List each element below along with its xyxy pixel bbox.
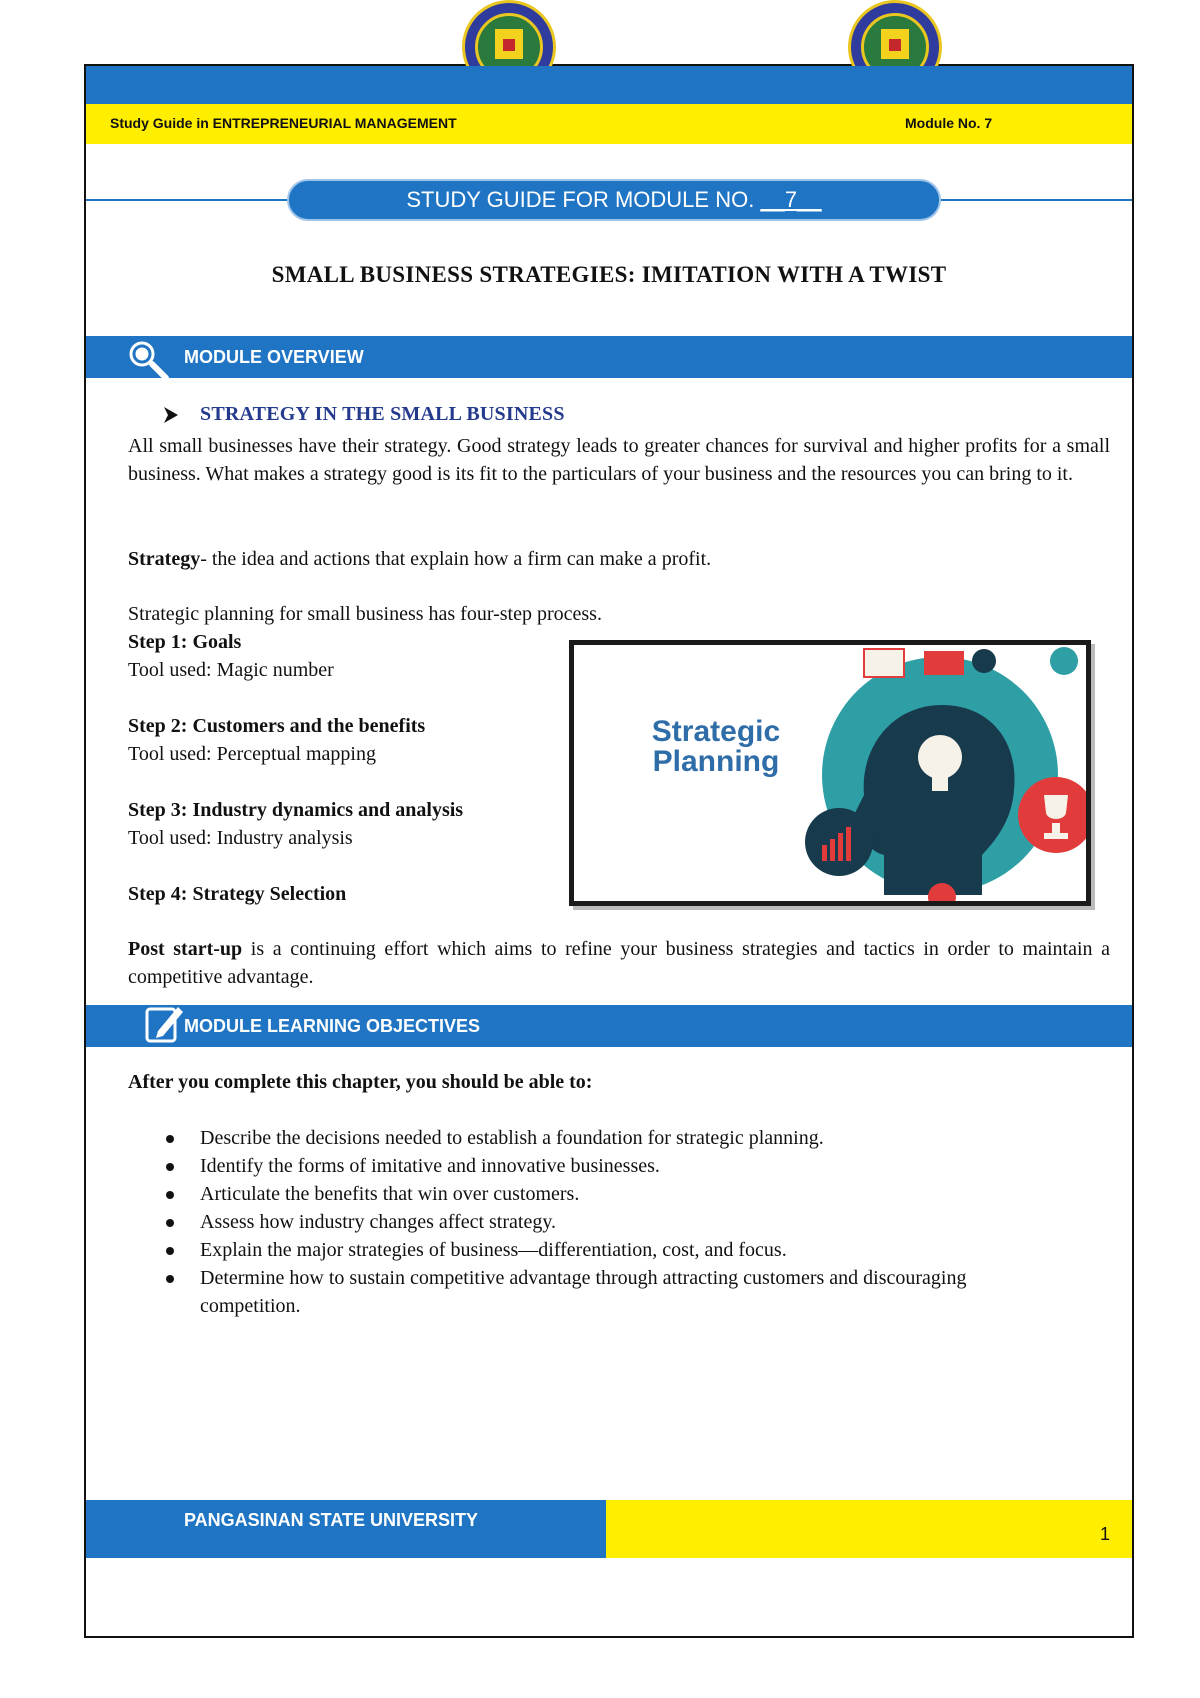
magnifier-icon <box>122 334 170 382</box>
step-3-title: Step 3: Industry dynamics and analysis <box>128 799 464 821</box>
footer-yellow-band <box>606 1500 1132 1558</box>
step-1-title: Step 1: Goals <box>128 631 242 653</box>
objective-item: Articulate the benefits that win over customers. <box>128 1180 1048 1208</box>
objective-item: Identify the forms of imitative and innovative businesses. <box>128 1152 1048 1180</box>
post-startup-def: is a continuing effort which aims to refine your business strategies and tactics in order to maintain a competitive advantage. <box>128 938 1110 988</box>
footer-university: PANGASINAN STATE UNIVERSITY <box>184 1510 479 1530</box>
strategy-def-text: - the idea and actions that explain how a firm can make a profit. <box>200 548 712 570</box>
header-blue-band <box>86 66 1132 104</box>
planning-intro: Strategic planning for small business has four-step process. <box>128 603 602 625</box>
step-2-tool: Tool used: Perceptual mapping <box>128 743 376 765</box>
objective-item: Assess how industry changes affect strategy. <box>128 1208 1048 1236</box>
post-startup-term: Post start-up <box>128 938 243 960</box>
objective-item: Determine how to sustain competitive advantage through attracting customers and discouraging competition. <box>128 1264 1048 1320</box>
page-number: 1 <box>1100 1524 1111 1544</box>
banner-line-right <box>937 199 1132 201</box>
arrow-bullet-icon <box>162 405 180 425</box>
edit-pencil-icon <box>144 1003 184 1045</box>
strategic-planning-image <box>569 640 1091 906</box>
overview-subhead: STRATEGY IN THE SMALL BUSINESS <box>200 403 565 425</box>
banner-module-number: __7__ <box>760 187 822 212</box>
objectives-list <box>128 1124 1048 1320</box>
learning-objectives-label: MODULE LEARNING OBJECTIVES <box>184 1016 481 1036</box>
overview-intro: All small businesses have their strategy. Good strategy leads to greater chances for survival and higher profits for a small business. What makes a strategy good is its fit to the particulars of your business and the resources you can bring to it. <box>128 435 1110 485</box>
image-caption: Strategic Planning <box>651 715 781 778</box>
objective-item: Describe the decisions needed to establish a foundation for strategic planning. <box>128 1124 1048 1152</box>
header-module-label: Module No. 7 <box>905 115 993 131</box>
step-2-title: Step 2: Customers and the benefits <box>128 715 426 737</box>
banner-prefix: STUDY GUIDE FOR MODULE NO. <box>406 187 761 212</box>
step-3-tool: Tool used: Industry analysis <box>128 827 353 849</box>
post-startup-paragraph <box>128 935 1110 991</box>
module-overview-label: MODULE OVERVIEW <box>184 347 364 367</box>
head-lightbulb-illustration <box>774 645 1091 901</box>
strategy-definition <box>128 545 1110 573</box>
page-title: SMALL BUSINESS STRATEGIES: IMITATION WITH A TWIST <box>271 262 947 287</box>
step-1-tool: Tool used: Magic number <box>128 659 334 681</box>
banner-line-left <box>86 199 291 201</box>
strategy-term: Strategy <box>128 548 201 570</box>
step-4-title: Step 4: Strategy Selection <box>128 883 347 905</box>
header-guide-title: Study Guide in ENTREPRENEURIAL MANAGEMENT <box>110 115 457 131</box>
objective-item: Explain the major strategies of business—differentiation, cost, and focus. <box>128 1236 1048 1264</box>
study-guide-banner <box>287 179 941 221</box>
objectives-lead: After you complete this chapter, you should be able to: <box>128 1071 593 1093</box>
